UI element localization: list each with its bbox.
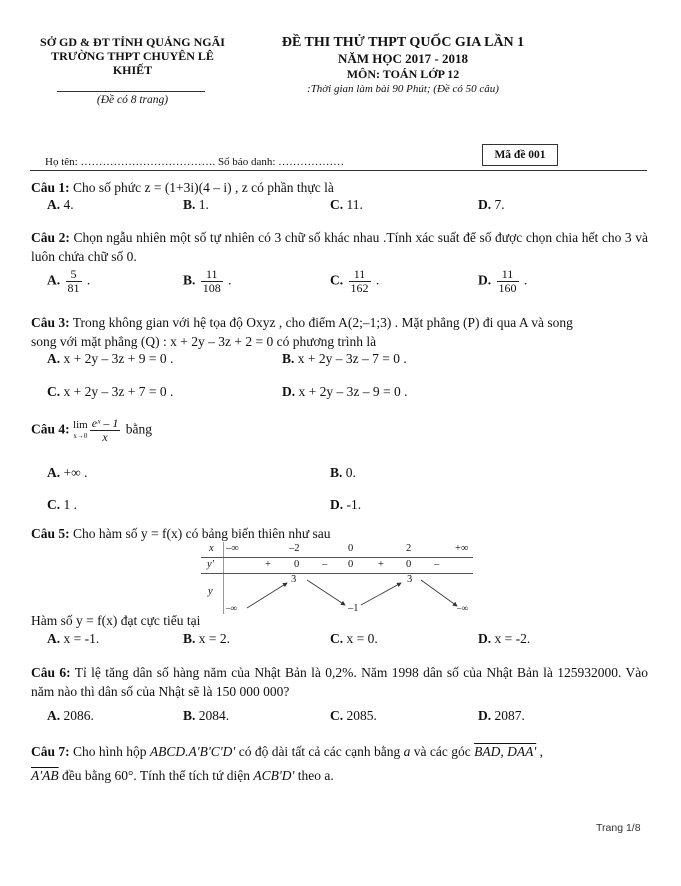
option-text: x = -2. xyxy=(491,631,531,646)
x-value: 2 xyxy=(406,543,412,554)
fraction xyxy=(90,417,121,444)
option-text: 7. xyxy=(491,197,505,212)
question-text: và các góc xyxy=(410,744,475,759)
question-label: Câu 2: xyxy=(31,230,70,245)
x-value: 0 xyxy=(348,543,354,554)
sign: 0 xyxy=(406,559,412,570)
sign: – xyxy=(434,559,440,570)
option-text: 2085. xyxy=(343,708,377,723)
sign: 0 xyxy=(294,559,300,570)
option-label: A. xyxy=(47,708,61,723)
q1-option-a[interactable] xyxy=(47,197,74,213)
question-label: Câu 5: xyxy=(31,526,70,541)
angle-name: A'AB xyxy=(31,768,59,783)
variation-table xyxy=(201,542,473,614)
edge-variable: a xyxy=(403,744,411,759)
option-label: C. xyxy=(47,384,61,399)
question-6 xyxy=(31,663,648,701)
fraction xyxy=(349,268,371,295)
option-text: 11. xyxy=(343,197,363,212)
fraction xyxy=(497,268,519,295)
option-text: x = 0. xyxy=(343,631,378,646)
option-text: x = 2. xyxy=(195,631,231,646)
q3-option-d[interactable] xyxy=(282,384,407,400)
question-7: Câu 7: Cho hình hộp ABCD.A'B'C'D' có độ dài tất cả các cạnh bằng a và các góc BAD, DAA' , xyxy=(31,744,543,759)
department-header xyxy=(30,35,235,77)
question-1 xyxy=(31,180,334,196)
q5-option-a[interactable] xyxy=(47,631,99,647)
fraction xyxy=(201,268,223,295)
q4-option-a[interactable] xyxy=(47,465,88,481)
q5-option-b[interactable] xyxy=(183,631,230,647)
option-text: x + 2y – 3z + 7 = 0 . xyxy=(60,384,174,399)
limit-expression xyxy=(73,420,88,442)
y-value: 3 xyxy=(407,574,413,585)
exam-title: ĐỀ THI THỬ THPT QUỐC GIA LẦN 1 xyxy=(281,35,525,50)
option-label: C. xyxy=(330,708,344,723)
q3-option-a[interactable] xyxy=(47,351,173,367)
option-text: 1. xyxy=(195,197,209,212)
option-label: A. xyxy=(47,351,61,366)
q6-option-a[interactable] xyxy=(47,708,94,724)
option-label: C. xyxy=(330,272,344,288)
sign: + xyxy=(378,559,384,570)
sign: 0 xyxy=(348,559,354,570)
exam-code-box: Mã đề 001 xyxy=(482,144,558,166)
option-label: B. xyxy=(183,197,196,212)
numerator: 5 xyxy=(66,268,82,282)
option-label: A. xyxy=(47,197,61,212)
q2-option-b[interactable]: B. $\frac{11}{108}$ . xyxy=(183,267,232,295)
q4-option-c[interactable] xyxy=(47,497,77,513)
option-label: A. xyxy=(47,272,61,288)
q4-option-b[interactable] xyxy=(330,465,356,481)
option-label: B. xyxy=(282,351,295,366)
question-label: Câu 1: xyxy=(31,180,70,195)
q1-option-d[interactable] xyxy=(478,197,505,213)
option-text: +∞ . xyxy=(60,465,88,480)
option-text: x + 2y – 3z + 9 = 0 . xyxy=(60,351,174,366)
lim-text: lim xyxy=(73,418,88,431)
school-year: NĂM HỌC 2017 - 2018 xyxy=(338,51,468,66)
question-text: theo a. xyxy=(294,768,334,783)
time-note: :Thời gian làm bài 90 Phút; (Đề có 50 câu) xyxy=(307,83,499,95)
option-label: C. xyxy=(47,497,61,512)
arrows-icon xyxy=(201,542,473,614)
option-label: D. xyxy=(478,631,492,646)
denominator: 81 xyxy=(67,281,80,295)
question-7-line-2 xyxy=(31,768,334,784)
question-text: Cho số phức z = (1+3i)(4 – i) , z có phần thực là xyxy=(69,180,334,195)
numerator: eˣ – 1 xyxy=(91,416,119,430)
question-label: Câu 4: xyxy=(31,421,70,437)
school-name: TRƯỜNG THPT CHUYÊN LÊ KHIẾT xyxy=(51,49,214,77)
pages-note: (Đề có 8 trang) xyxy=(96,94,169,106)
option-label: D. xyxy=(478,708,492,723)
question-5 xyxy=(31,526,331,542)
header-divider xyxy=(57,91,205,92)
lim-subscript: x→0 xyxy=(73,431,88,440)
page-number: Trang 1/8 xyxy=(596,822,641,834)
q3-option-c[interactable] xyxy=(47,384,173,400)
option-label: B. xyxy=(183,708,196,723)
question-label: Câu 7: xyxy=(31,744,70,759)
option-label: A. xyxy=(47,465,61,480)
question-text: Cho hình hộp xyxy=(69,744,150,759)
student-divider xyxy=(30,170,647,171)
option-text: 2087. xyxy=(491,708,525,723)
option-label: B. xyxy=(330,465,343,480)
x-value: –∞ xyxy=(226,543,239,554)
option-label: D. xyxy=(282,384,296,399)
question-text: Cho hàm số y = f(x) có bảng biến thiên như sau xyxy=(69,526,331,541)
option-text: 4. xyxy=(60,197,74,212)
option-text: -1. xyxy=(343,497,362,512)
sign: – xyxy=(322,559,328,570)
option-text: 2084. xyxy=(195,708,230,723)
question-5-prompt: Hàm số y = f(x) đạt cực tiểu tại xyxy=(31,613,201,628)
option-text: x + 2y – 3z – 7 = 0 . xyxy=(294,351,407,366)
question-text: đều bằng 60°. Tính thể tích tứ diện xyxy=(58,768,254,783)
option-text: x = -1. xyxy=(60,631,100,646)
option-text: 1 . xyxy=(60,497,77,512)
student-info-line: Họ tên: ………………………………. Số báo danh: ……………… xyxy=(45,156,345,168)
solid-name: ABCD.A'B'C'D' xyxy=(149,744,236,759)
q4-option-d[interactable] xyxy=(330,497,361,513)
x-row-label: x xyxy=(209,543,214,554)
subject: MÔN: TOÁN LỚP 12 xyxy=(346,67,460,81)
denominator: x xyxy=(102,430,108,444)
numerator: 11 xyxy=(497,268,519,282)
option-text: x + 2y – 3z – 9 = 0 . xyxy=(295,384,408,399)
option-label: B. xyxy=(183,272,196,288)
q6-option-c[interactable] xyxy=(330,708,377,724)
q6-option-b[interactable] xyxy=(183,708,229,724)
numerator: 11 xyxy=(349,268,371,282)
y-value: –1 xyxy=(348,603,359,614)
option-label: D. xyxy=(478,197,492,212)
q2-option-c[interactable]: C. $\frac{11}{162}$ . xyxy=(330,267,380,295)
option-label: C. xyxy=(330,631,344,646)
question-2 xyxy=(31,228,648,266)
question-text: bằng xyxy=(122,421,153,437)
question-3 xyxy=(31,315,573,331)
question-text: Chọn ngẫu nhiên một số tự nhiên có 3 chữ số khác nhau .Tính xác suất để số được chọn chia hết cho 3 và luôn chứa chữ số 0. xyxy=(31,230,648,264)
q5-option-c[interactable] xyxy=(330,631,378,647)
question-text: Trong không gian với hệ tọa độ Oxyz , cho điểm A(2;–1;3) . Mặt phẳng (P) đi qua A và song xyxy=(69,315,573,330)
y-value: –∞ xyxy=(457,603,468,613)
q1-option-b[interactable] xyxy=(183,197,209,213)
question-4 xyxy=(31,417,152,444)
fraction xyxy=(66,268,82,295)
q2-option-a[interactable]: A. $\frac{5}{81}$ . xyxy=(47,267,91,295)
yprime-row-label: y' xyxy=(207,559,214,570)
option-label: D. xyxy=(330,497,344,512)
y-value: 3 xyxy=(291,574,297,585)
denominator: 160 xyxy=(498,281,517,295)
tetrahedron-name: ACB'D' xyxy=(253,768,295,783)
y-value: –∞ xyxy=(226,603,237,613)
question-text: có độ dài tất cả các cạnh bằng xyxy=(235,744,404,759)
y-row-label: y xyxy=(208,586,213,597)
question-text: Tỉ lệ tăng dân số hàng năm của Nhật Bản là 0,2%. Năm 1998 dân số của Nhật Bản là 125932000. Vào năm nào thì dân số của Nhật sẽ là 150 000 000? xyxy=(31,665,648,699)
option-label: B. xyxy=(183,631,196,646)
x-value: –2 xyxy=(289,543,300,554)
question-3-line-2: song với mặt phẳng (Q) : x + 2y – 3z + 2 = 0 có phương trình là xyxy=(31,334,377,349)
option-text: 2086. xyxy=(60,708,94,723)
x-value: +∞ xyxy=(455,543,469,554)
denominator: 162 xyxy=(350,281,369,295)
angle-names: BAD, DAA' xyxy=(474,744,537,759)
q6-option-d[interactable] xyxy=(478,708,525,724)
option-label: C. xyxy=(330,197,344,212)
numerator: 11 xyxy=(201,268,223,282)
option-label: A. xyxy=(47,631,61,646)
q3-option-b[interactable] xyxy=(282,351,407,367)
q2-option-d[interactable]: D. $\frac{11}{160}$ . xyxy=(478,267,528,295)
denominator: 108 xyxy=(202,281,221,295)
sign: + xyxy=(265,559,271,570)
option-label: D. xyxy=(478,272,492,288)
department-name: SỞ GD & ĐT TỈNH QUẢNG NGÃI xyxy=(40,35,225,49)
option-text: 0. xyxy=(342,465,356,480)
q1-option-c[interactable] xyxy=(330,197,363,213)
question-label: Câu 3: xyxy=(31,315,70,330)
question-label: Câu 6: xyxy=(31,665,71,680)
q5-option-d[interactable] xyxy=(478,631,530,647)
